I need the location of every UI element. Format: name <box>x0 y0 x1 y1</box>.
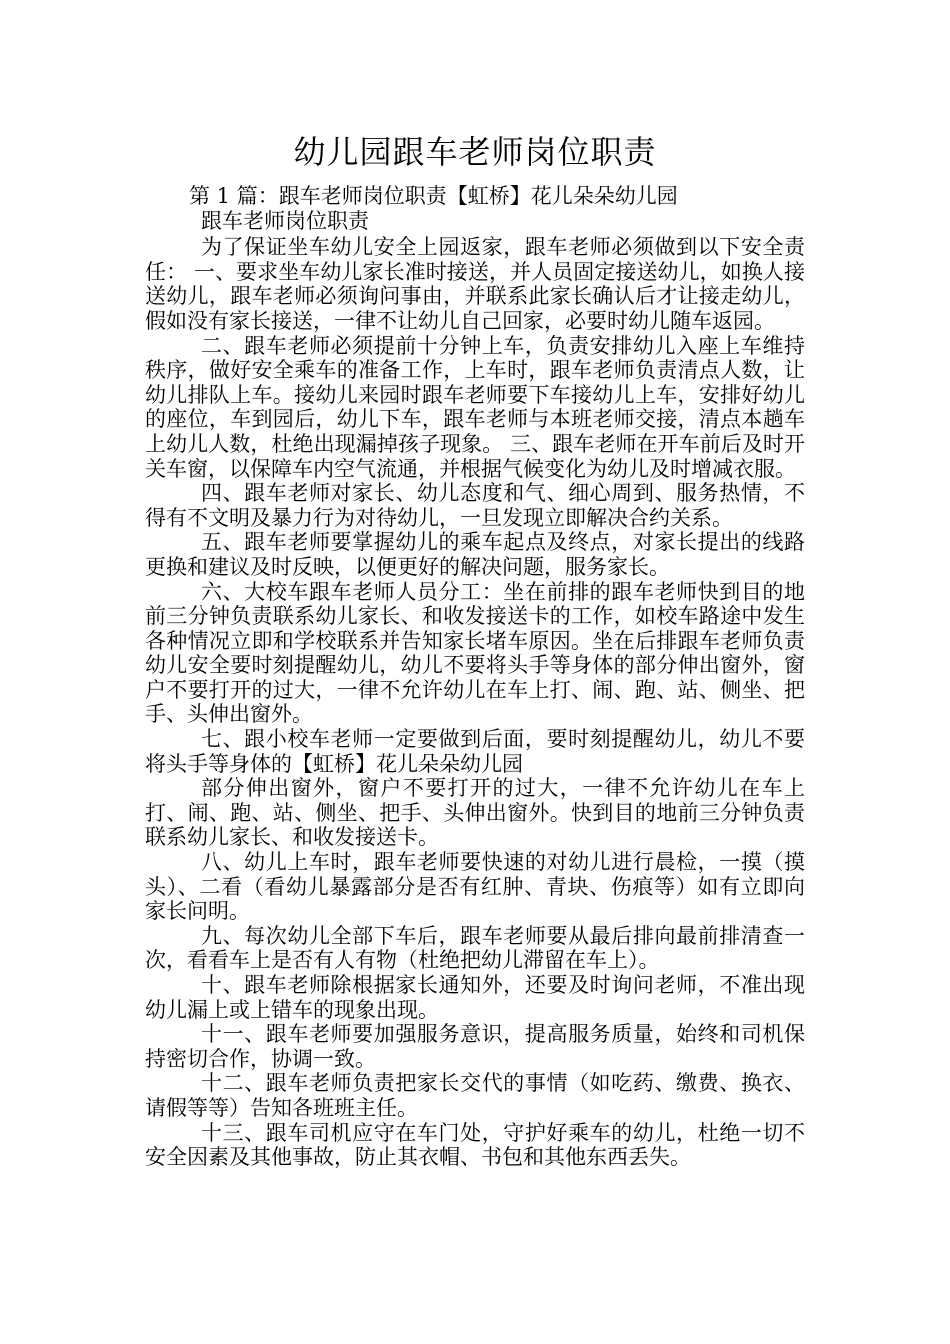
paragraph-intro: 为了保证坐车幼儿安全上园返家，跟车老师必须做到以下安全责任： 一、要求坐车幼儿家长准时接送，并人员固定接送幼儿，如换人接送幼儿，跟车老师必须询问事由，并联系此家长确认后才让接走幼儿，假如没有家长接送，一律不让幼儿自己回家，必要时幼儿随车返园。 <box>145 235 805 333</box>
paragraph-2-3: 二、跟车老师必须提前十分钟上车，负责安排幼儿入座上车维持秩序，做好安全乘车的准备工作，上车时，跟车老师负责清点人数，让幼儿排队上车。接幼儿来园时跟车老师要下车接幼儿上车，安排好幼儿的座位，车到园后，幼儿下车，跟车老师与本班老师交接，清点本趟车上幼儿人数，杜绝出现漏掉孩子现象。 三、跟车老师在开车前后及时开关车窗，以保障车内空气流通，并根据气候变化为幼儿及时增减衣服。 <box>145 333 805 481</box>
paragraph-7-continued: 部分伸出窗外，窗户不要打开的过大，一律不允许幼儿在车上打、闹、跑、站、侧坐、把手、头伸出窗外。快到目的地前三分钟负责联系幼儿家长、和收发接送卡。 <box>145 776 805 850</box>
paragraph-10: 十、跟车老师除根据家长通知外，还要及时询问老师，不准出现幼儿漏上或上错车的现象出现。 <box>145 973 805 1022</box>
paragraph-13: 十三、跟车司机应守在车门处，守护好乘车的幼儿，杜绝一切不安全因素及其他事故，防止其衣帽、书包和其他东西丢失。 <box>145 1120 805 1170</box>
paragraph-9: 九、每次幼儿全部下车后，跟车老师要从最后排向最前排清查一次，看看车上是否有人有物（杜绝把幼儿滞留在车上）。 <box>145 923 805 973</box>
paragraph-7: 七、跟小校车老师一定要做到后面，要时刻提醒幼儿，幼儿不要将头手等身体的【虹桥】花儿朵朵幼儿园 <box>145 727 805 776</box>
paragraph-6: 六、大校车跟车老师人员分工：坐在前排的跟车老师快到目的地前三分钟负责联系幼儿家长、和收发接送卡的工作，如校车路途中发生各种情况立即和学校联系并告知家长堵车原因。坐在后排跟车老师负责幼儿安全要时刻提醒幼儿，幼儿不要将头手等身体的部分伸出窗外，窗户不要打开的过大，一律不允许幼儿在车上打、闹、跑、站、侧坐、把手、头伸出窗外。 <box>145 579 805 727</box>
section-heading: 跟车老师岗位职责 <box>201 208 369 233</box>
document-page <box>145 118 805 1170</box>
paragraph-4: 四、跟车老师对家长、幼儿态度和气、细心周到、服务热情，不得有不文明及暴力行为对待幼儿，一旦发现立即解决合约关系。 <box>145 481 805 530</box>
paragraph-11: 十一、跟车老师要加强服务意识，提高服务质量，始终和司机保持密切合作，协调一致。 <box>145 1022 805 1071</box>
paragraph-12: 十二、跟车老师负责把家长交代的事情（如吃药、缴费、换衣、请假等等）告知各班班主任。 <box>145 1071 805 1120</box>
paragraph-8: 八、幼儿上车时，跟车老师要快速的对幼儿进行晨检，一摸（摸头）、二看（看幼儿暴露部分是否有红肿、青块、伤痕等）如有立即向家长问明。 <box>145 850 805 924</box>
paragraph-5: 五、跟车老师要掌握幼儿的乘车起点及终点，对家长提出的线路更换和建议及时反映，以便更好的解决问题，服务家长。 <box>145 530 805 579</box>
document-subtitle: 第 1 篇：跟车老师岗位职责【虹桥】花儿朵朵幼儿园 <box>189 184 678 208</box>
document-title: 幼儿园跟车老师岗位职责 <box>293 133 657 171</box>
